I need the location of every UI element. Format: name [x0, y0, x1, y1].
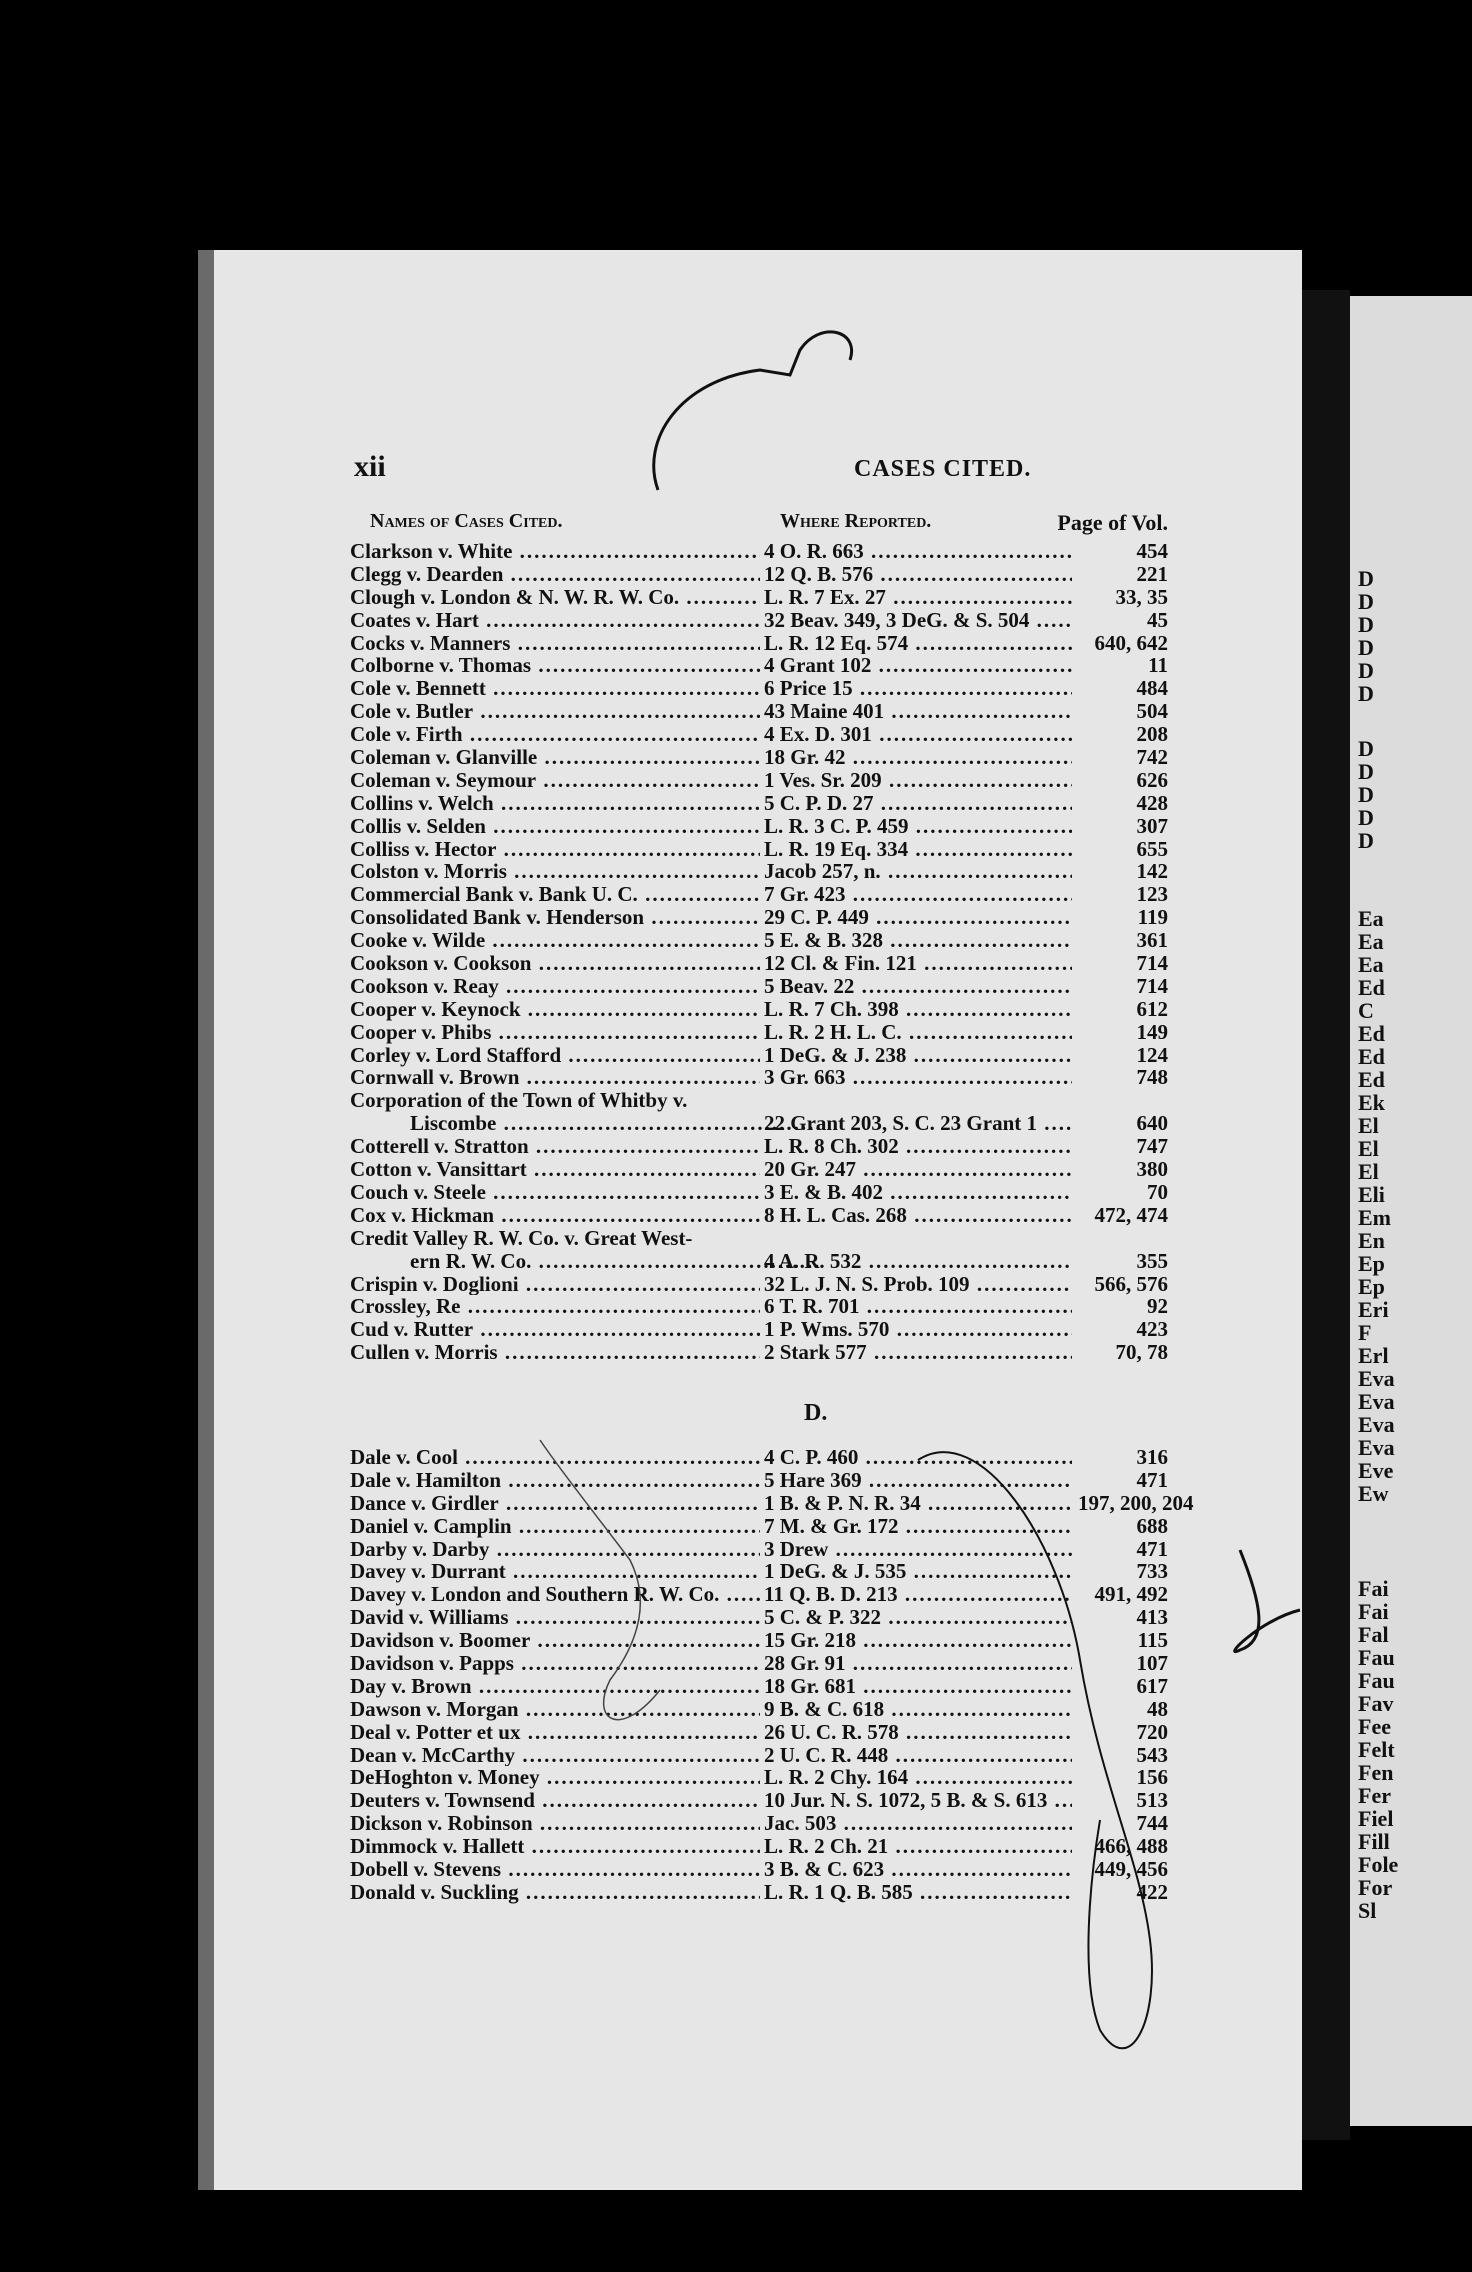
table-row: [350, 769, 1168, 792]
table-row: [350, 1789, 1168, 1812]
case-page: 92: [1072, 1295, 1168, 1318]
table-row: [350, 1341, 1168, 1364]
adjacent-page-fragment: El: [1358, 1113, 1379, 1138]
table-row: [350, 1606, 1168, 1629]
table-row: [350, 1227, 1168, 1250]
adjacent-page-fragment: Ew: [1358, 1481, 1389, 1506]
table-row: [350, 929, 1168, 952]
table-row: [350, 746, 1168, 769]
adjacent-page-fragment: El: [1358, 1159, 1379, 1184]
table-row: [350, 700, 1168, 723]
table-row: [350, 1112, 1168, 1135]
case-where-reported: 7 M. & Gr. 172 .....: [764, 1515, 1124, 1538]
case-where-reported: 5 C. P. D. 27 .....: [764, 792, 1124, 815]
table-row: [350, 1250, 1168, 1273]
case-page: 471: [1072, 1538, 1168, 1561]
adjacent-page-fragment: D: [1358, 828, 1374, 853]
case-where-reported: 32 L. J. N. S. Prob. 109 .....: [764, 1273, 1124, 1296]
case-where-reported: 11 Q. B. D. 213 .....: [764, 1583, 1124, 1606]
case-name: Collins v. Welch .....: [350, 792, 760, 815]
case-name: Coleman v. Seymour .....: [350, 769, 760, 792]
table-row: [350, 1721, 1168, 1744]
case-page: 156: [1072, 1766, 1168, 1789]
case-name: Cooper v. Keynock .....: [350, 998, 760, 1021]
adjacent-page-fragment: Fai: [1358, 1599, 1389, 1624]
table-row: [350, 906, 1168, 929]
case-name: Cookson v. Reay .....: [350, 975, 760, 998]
case-where-reported: 4 Grant 102 .....: [764, 654, 1124, 677]
case-name: Cotton v. Vansittart .....: [350, 1158, 760, 1181]
case-where-reported: L. R. 7 Ch. 398 .....: [764, 998, 1124, 1021]
case-name: Couch v. Steele .....: [350, 1181, 760, 1204]
case-where-reported: 1 DeG. & J. 535 .....: [764, 1560, 1124, 1583]
adjacent-page-fragment: En: [1358, 1228, 1385, 1253]
case-where-reported: 10 Jur. N. S. 1072, 5 B. & S. 613 .....: [764, 1789, 1124, 1812]
adjacent-page-fragment: Erl: [1358, 1343, 1389, 1368]
table-row: [350, 1044, 1168, 1067]
adjacent-page-fragment: Eva: [1358, 1389, 1395, 1414]
case-where-reported: 5 Hare 369 .....: [764, 1469, 1124, 1492]
case-where-reported: 5 Beav. 22 .....: [764, 975, 1124, 998]
table-row: [350, 838, 1168, 861]
column-header-where: Where Reported.: [780, 510, 932, 532]
adjacent-page-fragment: Ed: [1358, 1021, 1385, 1046]
adjacent-page-fragment: D: [1358, 635, 1374, 660]
table-row: [350, 1560, 1168, 1583]
case-page: 119: [1072, 906, 1168, 929]
case-page: 142: [1072, 860, 1168, 883]
case-where-reported: 7 Gr. 423 .....: [764, 883, 1124, 906]
column-headers: [350, 510, 1168, 540]
case-name: Liscombe .....: [350, 1112, 820, 1135]
case-page: 307: [1072, 815, 1168, 838]
case-page: 747: [1072, 1135, 1168, 1158]
table-row: [350, 1273, 1168, 1296]
case-page: 355: [1072, 1250, 1168, 1273]
case-where-reported: 3 E. & B. 402 .....: [764, 1181, 1124, 1204]
case-name: Darby v. Darby .....: [350, 1538, 760, 1561]
case-where-reported: 32 Beav. 349, 3 DeG. & S. 504 .....: [764, 609, 1124, 632]
case-where-reported: L. R. 8 Ch. 302 .....: [764, 1135, 1124, 1158]
case-where-reported: 1 Ves. Sr. 209 .....: [764, 769, 1124, 792]
case-page: 714: [1072, 975, 1168, 998]
table-row: [350, 998, 1168, 1021]
adjacent-page-fragment: C: [1358, 998, 1374, 1023]
adjacent-page-fragment: Fai: [1358, 1576, 1389, 1601]
table-row: [350, 1881, 1168, 1904]
table-row: [350, 1858, 1168, 1881]
table-row: [350, 1446, 1168, 1469]
adjacent-page-fragment: Ed: [1358, 975, 1385, 1000]
table-row: [350, 1744, 1168, 1767]
adjacent-page-fragment: Fau: [1358, 1645, 1395, 1670]
case-where-reported: 6 Price 15 .....: [764, 677, 1124, 700]
table-row: [350, 1835, 1168, 1858]
case-where-reported: 4 O. R. 663 .....: [764, 540, 1124, 563]
table-row: [350, 1766, 1168, 1789]
table-row: [350, 1181, 1168, 1204]
case-name: Clegg v. Dearden .....: [350, 563, 760, 586]
case-where-reported: 3 Gr. 663 .....: [764, 1066, 1124, 1089]
case-name: Collis v. Selden .....: [350, 815, 760, 838]
adjacent-page-fragment: Ea: [1358, 906, 1384, 931]
case-name: DeHoghton v. Money .....: [350, 1766, 760, 1789]
case-page: 626: [1072, 769, 1168, 792]
case-where-reported: L. R. 12 Eq. 574 .....: [764, 632, 1124, 655]
case-page: 454: [1072, 540, 1168, 563]
case-where-reported: 18 Gr. 681 .....: [764, 1675, 1124, 1698]
case-page: 744: [1072, 1812, 1168, 1835]
table-row: [350, 1675, 1168, 1698]
case-where-reported: L. R. 7 Ex. 27 .....: [764, 586, 1124, 609]
table-row: [350, 1515, 1168, 1538]
case-page: 413: [1072, 1606, 1168, 1629]
case-where-reported: 12 Q. B. 576 .....: [764, 563, 1124, 586]
case-name: Dale v. Cool .....: [350, 1446, 760, 1469]
column-header-page: Page of Vol.: [1057, 510, 1168, 535]
case-page: 466, 488: [1072, 1835, 1168, 1858]
adjacent-page-fragment: Fau: [1358, 1668, 1395, 1693]
page-gutter: [1298, 290, 1350, 2140]
case-page: 11: [1072, 654, 1168, 677]
case-where-reported: 2 U. C. R. 448 .....: [764, 1744, 1124, 1767]
table-row: [350, 1490, 1194, 1515]
case-page: 491, 492: [1072, 1583, 1168, 1606]
case-name: Cud v. Rutter .....: [350, 1318, 760, 1341]
adjacent-page-fragment: Ep: [1358, 1251, 1385, 1276]
adjacent-page-fragment: Fee: [1358, 1714, 1391, 1739]
adjacent-page-fragment: D: [1358, 805, 1374, 830]
adjacent-page-fragment: D: [1358, 566, 1374, 591]
case-where-reported: 43 Maine 401 .....: [764, 700, 1124, 723]
adjacent-page-fragment: Eli: [1358, 1182, 1385, 1207]
case-page: 107: [1072, 1652, 1168, 1675]
case-page: 733: [1072, 1560, 1168, 1583]
case-name: Colston v. Morris .....: [350, 860, 760, 883]
case-name: Cooper v. Phibs .....: [350, 1021, 760, 1044]
cases-list-d: [350, 1445, 1194, 1904]
case-name: Corley v. Lord Stafford .....: [350, 1044, 760, 1067]
section-letter-d: D.: [804, 1400, 828, 1426]
case-name: Cocks v. Manners .....: [350, 632, 760, 655]
case-name: Cooke v. Wilde .....: [350, 929, 760, 952]
case-name: Colborne v. Thomas .....: [350, 654, 760, 677]
case-page: 471: [1072, 1469, 1168, 1492]
adjacent-page-edge: [1350, 296, 1472, 2126]
table-row: [350, 654, 1168, 677]
case-name: Corporation of the Town of Whitby v.: [350, 1089, 688, 1113]
table-row: [350, 563, 1168, 586]
case-page: 484: [1072, 677, 1168, 700]
table-row: [350, 815, 1168, 838]
table-row: [350, 883, 1168, 906]
case-page: 123: [1072, 883, 1168, 906]
case-name: Cotterell v. Stratton .....: [350, 1135, 760, 1158]
adjacent-page-fragment: Sl: [1358, 1898, 1377, 1923]
case-name: Cole v. Bennett .....: [350, 677, 760, 700]
case-page: 617: [1072, 1675, 1168, 1698]
table-row: [350, 1066, 1168, 1089]
adjacent-page-fragment: Ea: [1358, 952, 1384, 977]
adjacent-page-fragment: Eva: [1358, 1412, 1395, 1437]
case-where-reported: 22 Grant 203, S. C. 23 Grant 1 .....: [764, 1112, 1124, 1135]
case-where-reported: Jac. 503 .....: [764, 1812, 1124, 1835]
case-page: 640, 642: [1072, 632, 1168, 655]
case-where-reported: 1 B. & P. N. R. 34 .....: [764, 1492, 1124, 1515]
table-row: [350, 1204, 1168, 1227]
case-page: 208: [1072, 723, 1168, 746]
adjacent-page-fragment: Em: [1358, 1205, 1391, 1230]
case-where-reported: 28 Gr. 91 .....: [764, 1652, 1124, 1675]
adjacent-page-fragment: D: [1358, 759, 1374, 784]
case-page: 70, 78: [1072, 1341, 1168, 1364]
case-name: Crossley, Re .....: [350, 1295, 760, 1318]
case-where-reported: L. R. 2 Ch. 21 .....: [764, 1835, 1124, 1858]
table-row: [350, 975, 1168, 998]
case-name: Cookson v. Cookson .....: [350, 952, 760, 975]
adjacent-page-fragment: Fill: [1358, 1829, 1390, 1854]
adjacent-page-fragment: Fen: [1358, 1760, 1394, 1785]
table-row: [350, 540, 1168, 563]
case-name: Daniel v. Camplin .....: [350, 1515, 760, 1538]
case-page: 124: [1072, 1044, 1168, 1067]
case-page: 742: [1072, 746, 1168, 769]
case-where-reported: 1 DeG. & J. 238 .....: [764, 1044, 1124, 1067]
case-where-reported: 2 Stark 577 .....: [764, 1341, 1124, 1364]
case-page: 720: [1072, 1721, 1168, 1744]
adjacent-page-fragment: El: [1358, 1136, 1379, 1161]
case-page: 566, 576: [1072, 1273, 1168, 1296]
case-page: 612: [1072, 998, 1168, 1021]
table-row: [350, 609, 1168, 632]
page-number: xii: [354, 450, 386, 483]
adjacent-page-fragment: D: [1358, 736, 1374, 761]
adjacent-page-fragment: Ea: [1358, 929, 1384, 954]
case-name: Dale v. Hamilton .....: [350, 1469, 760, 1492]
adjacent-page-fragment: Fiel: [1358, 1806, 1394, 1831]
case-name: Davidson v. Boomer .....: [350, 1629, 760, 1652]
case-where-reported: 12 Cl. & Fin. 121 .....: [764, 952, 1124, 975]
case-page: 504: [1072, 700, 1168, 723]
case-name: Dobell v. Stevens .....: [350, 1858, 760, 1881]
case-where-reported: L. R. 19 Eq. 334 .....: [764, 838, 1124, 861]
case-name: Deuters v. Townsend .....: [350, 1789, 760, 1812]
case-page: 655: [1072, 838, 1168, 861]
case-name: ern R. W. Co. .....: [350, 1250, 820, 1273]
case-name: Coleman v. Glanville .....: [350, 746, 760, 769]
case-where-reported: 3 B. & C. 623 .....: [764, 1858, 1124, 1881]
case-name: Colliss v. Hector .....: [350, 838, 760, 861]
case-name: David v. Williams .....: [350, 1606, 760, 1629]
case-name: Commercial Bank v. Bank U. C. .....: [350, 883, 760, 906]
case-name: Credit Valley R. W. Co. v. Great West-: [350, 1226, 693, 1250]
cases-list-c: [350, 540, 1168, 1364]
table-row: [350, 1021, 1168, 1044]
case-name: Clarkson v. White .....: [350, 540, 760, 563]
table-row: [350, 723, 1168, 746]
case-where-reported: L. R. 2 Chy. 164 .....: [764, 1766, 1124, 1789]
case-where-reported: 3 Drew .....: [764, 1538, 1124, 1561]
adjacent-page-fragment: D: [1358, 612, 1374, 637]
adjacent-page-fragment: Ed: [1358, 1067, 1385, 1092]
case-page: 748: [1072, 1066, 1168, 1089]
table-row: [350, 1652, 1168, 1675]
case-where-reported: 9 B. & C. 618 .....: [764, 1698, 1124, 1721]
case-page: 197, 200, 204: [1072, 1492, 1168, 1515]
case-where-reported: 6 T. R. 701 .....: [764, 1295, 1124, 1318]
adjacent-page-fragment: Eri: [1358, 1297, 1389, 1322]
table-row: [350, 1629, 1168, 1652]
case-where-reported: 4 A. R. 532 .....: [764, 1250, 1124, 1273]
adjacent-page-fragment: Eva: [1358, 1366, 1395, 1391]
case-page: 361: [1072, 929, 1168, 952]
adjacent-page-fragment: Fav: [1358, 1691, 1394, 1716]
document-page: [198, 250, 1302, 2190]
adjacent-page-fragment: Fal: [1358, 1622, 1389, 1647]
adjacent-page-fragment: Ep: [1358, 1274, 1385, 1299]
case-where-reported: 26 U. C. R. 578 .....: [764, 1721, 1124, 1744]
case-where-reported: 4 Ex. D. 301 .....: [764, 723, 1124, 746]
case-page: 221: [1072, 563, 1168, 586]
page-title: CASES CITED.: [854, 456, 1032, 482]
table-row: [350, 952, 1168, 975]
case-page: 33, 35: [1072, 586, 1168, 609]
case-where-reported: 20 Gr. 247 .....: [764, 1158, 1124, 1181]
table-row: [350, 1295, 1168, 1318]
table-row: [350, 632, 1168, 655]
case-page: 543: [1072, 1744, 1168, 1767]
case-where-reported: Jacob 257, n. .....: [764, 860, 1124, 883]
case-where-reported: 5 E. & B. 328 .....: [764, 929, 1124, 952]
table-row: [350, 1089, 1168, 1112]
case-where-reported: L. R. 1 Q. B. 585 .....: [764, 1881, 1124, 1904]
adjacent-page-fragment: Fer: [1358, 1783, 1391, 1808]
adjacent-page-fragment: Ed: [1358, 1044, 1385, 1069]
table-row: [350, 860, 1168, 883]
case-page: 115: [1072, 1629, 1168, 1652]
table-row: [350, 1158, 1168, 1181]
case-where-reported: 5 C. & P. 322 .....: [764, 1606, 1124, 1629]
adjacent-page-fragment: D: [1358, 782, 1374, 807]
case-name: Cole v. Butler .....: [350, 700, 760, 723]
case-page: 48: [1072, 1698, 1168, 1721]
case-page: 316: [1072, 1446, 1168, 1469]
case-page: 423: [1072, 1318, 1168, 1341]
table-row: [350, 1698, 1168, 1721]
table-row: [350, 792, 1168, 815]
case-page: 513: [1072, 1789, 1168, 1812]
case-name: Dawson v. Morgan .....: [350, 1698, 760, 1721]
adjacent-page-fragment: Fole: [1358, 1852, 1399, 1877]
case-page: 472, 474: [1072, 1204, 1168, 1227]
case-page: 688: [1072, 1515, 1168, 1538]
case-name: Dean v. McCarthy .....: [350, 1744, 760, 1767]
case-name: Cole v. Firth .....: [350, 723, 760, 746]
case-name: Coates v. Hart .....: [350, 609, 760, 632]
case-page: 428: [1072, 792, 1168, 815]
case-where-reported: L. R. 3 C. P. 459 .....: [764, 815, 1124, 838]
case-name: Clough v. London & N. W. R. W. Co. .....: [350, 586, 760, 609]
adjacent-page-fragment: Eve: [1358, 1458, 1394, 1483]
case-name: Day v. Brown .....: [350, 1675, 760, 1698]
table-row: [350, 677, 1168, 700]
case-page: 640: [1072, 1112, 1168, 1135]
adjacent-page-fragment: F: [1358, 1320, 1372, 1345]
case-name: Davidson v. Papps .....: [350, 1652, 760, 1675]
table-row: [350, 1469, 1168, 1492]
case-where-reported: 8 H. L. Cas. 268 .....: [764, 1204, 1124, 1227]
case-name: Davey v. Durrant .....: [350, 1560, 760, 1583]
table-row: [350, 1318, 1168, 1341]
case-name: Dickson v. Robinson .....: [350, 1812, 760, 1835]
case-page: 70: [1072, 1181, 1168, 1204]
case-page: 714: [1072, 952, 1168, 975]
case-name: Cox v. Hickman .....: [350, 1204, 760, 1227]
case-name: Donald v. Suckling .....: [350, 1881, 760, 1904]
table-row: [350, 1583, 1168, 1606]
adjacent-page-fragment: For: [1358, 1875, 1393, 1900]
case-name: Cornwall v. Brown .....: [350, 1066, 760, 1089]
case-name: Davey v. London and Southern R. W. Co. .....: [350, 1583, 760, 1606]
running-header: [354, 450, 1242, 490]
case-where-reported: 4 C. P. 460 .....: [764, 1446, 1124, 1469]
table-row: [350, 1812, 1168, 1835]
table-row: [350, 1538, 1168, 1561]
table-row: [350, 586, 1168, 609]
adjacent-page-fragment: D: [1358, 658, 1374, 683]
case-name: Dance v. Girdler .....: [350, 1492, 760, 1515]
case-name: Cullen v. Morris .....: [350, 1341, 760, 1364]
case-page: 422: [1072, 1881, 1168, 1904]
case-where-reported: L. R. 2 H. L. C. .....: [764, 1021, 1124, 1044]
table-row: [350, 1135, 1168, 1158]
case-page: 45: [1072, 609, 1168, 632]
case-name: Crispin v. Doglioni .....: [350, 1273, 760, 1296]
column-header-names: Names of Cases Cited.: [370, 510, 563, 532]
adjacent-page-fragment: Eva: [1358, 1435, 1395, 1460]
case-where-reported: 1 P. Wms. 570 .....: [764, 1318, 1124, 1341]
case-page: 149: [1072, 1021, 1168, 1044]
case-name: Consolidated Bank v. Henderson .....: [350, 906, 760, 929]
case-name: Deal v. Potter et ux .....: [350, 1721, 760, 1744]
adjacent-page-fragment: D: [1358, 589, 1374, 614]
case-where-reported: 18 Gr. 42 .....: [764, 746, 1124, 769]
case-page: 380: [1072, 1158, 1168, 1181]
case-page: 449, 456: [1072, 1858, 1168, 1881]
adjacent-page-fragment: D: [1358, 681, 1374, 706]
case-where-reported: 15 Gr. 218 .....: [764, 1629, 1124, 1652]
case-where-reported: 29 C. P. 449 .....: [764, 906, 1124, 929]
adjacent-page-fragment: Ek: [1358, 1090, 1385, 1115]
case-name: Dimmock v. Hallett .....: [350, 1835, 760, 1858]
adjacent-page-fragment: Felt: [1358, 1737, 1395, 1762]
